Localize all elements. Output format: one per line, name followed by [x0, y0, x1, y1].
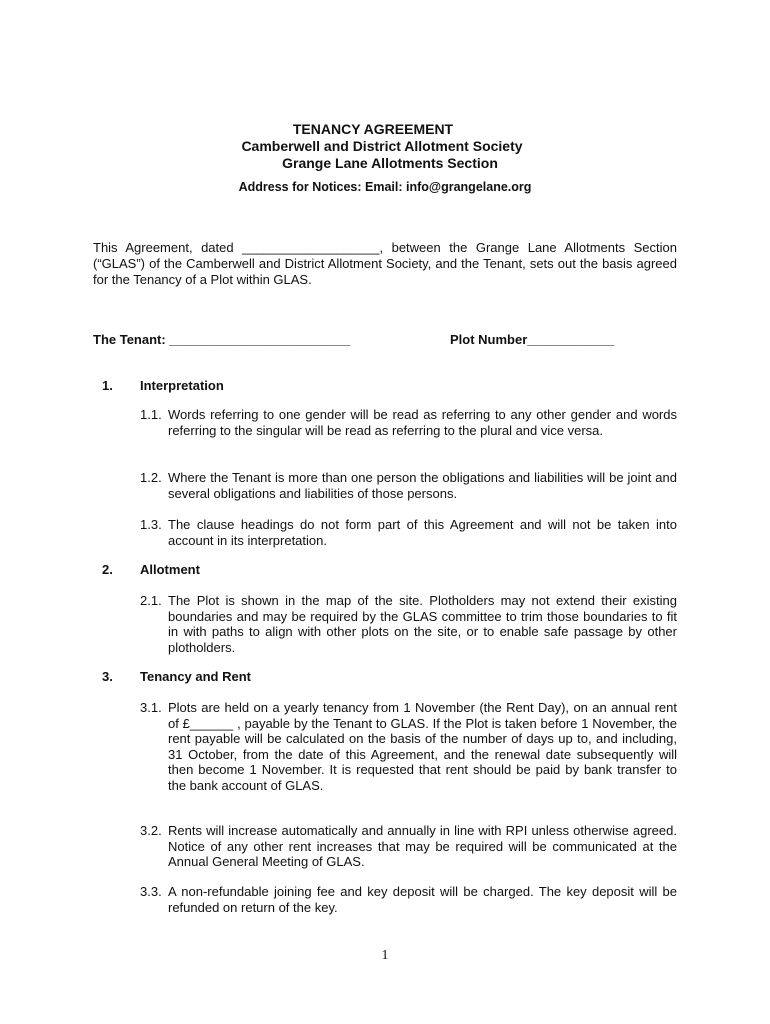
clause	[140, 700, 677, 794]
clause	[140, 593, 677, 655]
clause	[140, 884, 677, 915]
society-name: Camberwell and District Allotment Society	[241, 138, 523, 154]
clause-text: Words referring to one gender will be read as referring to any other gender and words referring to the singular will be read as referring to the plural and vice versa.	[168, 407, 677, 438]
section-title: Tenancy and Rent	[140, 669, 252, 684]
notice-address: Address for Notices: Email: info@grangelane.org	[238, 180, 532, 194]
clause	[140, 407, 677, 438]
clause	[140, 470, 677, 501]
clause-number: 1.3.	[140, 517, 162, 532]
clause-text: The clause headings do not form part of this Agreement and will not be taken into account in its interpretation.	[168, 517, 677, 548]
clause-text: The Plot is shown in the map of the site. Plotholders may not extend their existing boundaries and may be required by the GLAS committee to trim those boundaries to fit in with paths to align with other plots on the site, or to enable safe passage by other plotholders.	[168, 593, 677, 655]
clause-number: 3.1.	[140, 700, 162, 715]
plot-number-field: Plot Number____________	[450, 332, 615, 347]
clause-text: Plots are held on a yearly tenancy from 1 November (the Rent Day), on an annual rent of £______ , payable by the Tenant to GLAS. If the Plot is taken before 1 November, the rent payable will be calculated on the basis of the number of days up to, and including, 31 October, from the date of this Agreement, and the renewal date subsequently will then become 1 November. It is requested that rent should be paid by bank transfer to the bank account of GLAS.	[168, 700, 677, 793]
clause-number: 1.1.	[140, 407, 162, 422]
clause-number: 2.1.	[140, 593, 162, 608]
section-name: Grange Lane Allotments Section	[282, 155, 498, 171]
section-number: 1.	[102, 378, 113, 393]
clause-number: 3.3.	[140, 884, 162, 899]
section-title: Allotment	[140, 562, 200, 577]
section-number: 2.	[102, 562, 113, 577]
section-number: 3.	[102, 669, 113, 684]
page-number: 1	[381, 948, 389, 963]
clause	[140, 823, 677, 870]
clause-number: 1.2.	[140, 470, 162, 485]
clause-number: 3.2.	[140, 823, 162, 838]
section-title: Interpretation	[140, 378, 224, 393]
clause-text: A non-refundable joining fee and key deposit will be charged. The key deposit will be refunded on return of the key.	[168, 884, 677, 915]
tenant-field: The Tenant: _________________________	[93, 332, 351, 347]
intro-paragraph: This Agreement, dated ___________________, between the Grange Lane Allotments Section (“GLAS”) of the Camberwell and District Allotment Society, and the Tenant, sets out the basis agreed for the Tenancy of a Plot within GLAS.	[93, 240, 677, 287]
document-title: TENANCY AGREEMENT	[292, 121, 454, 137]
clause-text: Rents will increase automatically and annually in line with RPI unless otherwise agreed. Notice of any other rent increases that may be required will be communicated at the Annual General Meeting of GLAS.	[168, 823, 677, 870]
clause-text: Where the Tenant is more than one person the obligations and liabilities will be joint and several obligations and liabilities of those persons.	[168, 470, 677, 501]
clause	[140, 517, 677, 548]
